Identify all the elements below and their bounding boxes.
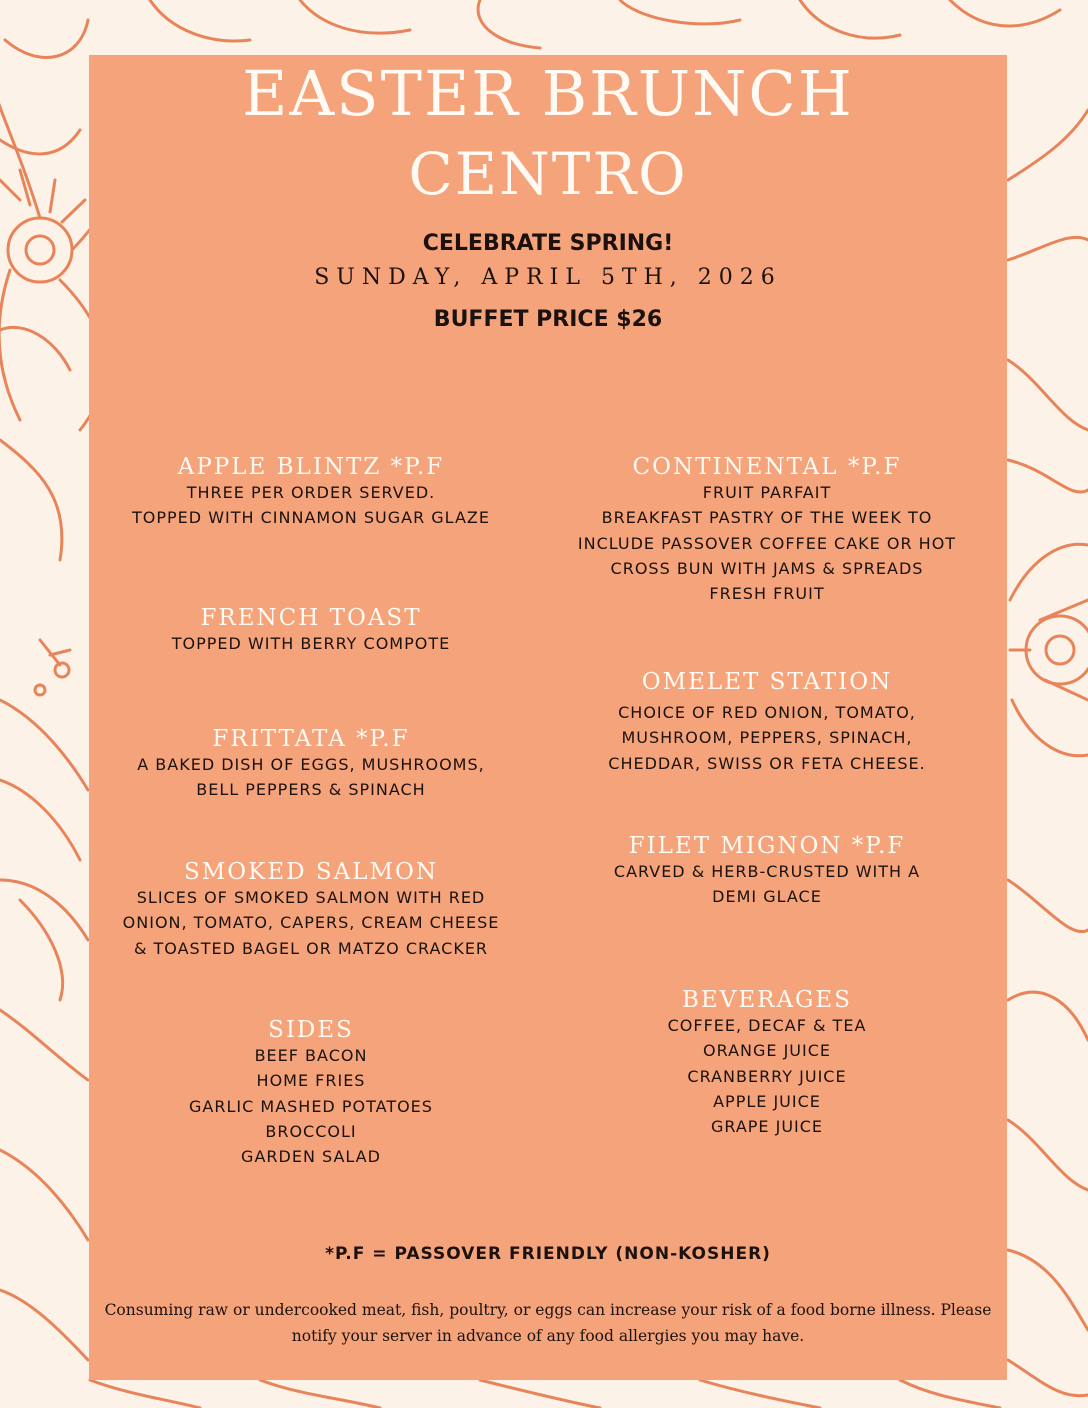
section-line: FRUIT PARFAIT [702,483,832,502]
section-line: ORANGE JUICE [703,1041,831,1061]
section-line: HOME FRIES [256,1071,366,1091]
section-line: CHEDDAR, SWISS OR FETA CHEESE. [608,753,926,773]
section-heading: SMOKED SALMON [183,859,439,885]
event-date: SUNDAY, APRIL 5TH, 2026 [314,265,782,290]
section-line: CRANBERRY JUICE [687,1066,847,1086]
buffet-price: BUFFET PRICE $26 [433,307,663,332]
section-line: COFFEE, DECAF & TEA [667,1016,867,1035]
menu-panel [89,55,1007,1380]
section-line: ONION, TOMATO, CAPERS, CREAM CHEESE [122,913,500,933]
section-heading: BEVERAGES [682,987,852,1013]
section-line: BREAKFAST PASTRY OF THE WEEK TO [601,508,933,528]
section-line: THREE PER ORDER SERVED. [186,483,436,502]
section-line: BROCCOLI [265,1121,357,1141]
section-heading: FRITTATA *P.F [212,726,410,752]
passover-friendly-note: *P.F = PASSOVER FRIENDLY (NON-KOSHER) [325,1244,771,1264]
menu-section [101,726,521,803]
section-line: APPLE JUICE [713,1091,821,1111]
section-heading: OMELET STATION [641,669,893,695]
menu-section [101,859,521,961]
menu-section [542,454,992,606]
section-line: INCLUDE PASSOVER COFFEE CAKE OR HOT [577,533,957,553]
section-line: BEEF BACON [254,1046,368,1065]
section-heading: SIDES [268,1017,354,1043]
menu-section [542,987,992,1139]
menu-section [101,1017,521,1169]
restaurant-name: CENTRO [408,140,688,208]
flower-top-decoration [150,0,1060,48]
section-line: CARVED & HERB-CRUSTED WITH A [613,862,921,881]
section-line: GARLIC MASHED POTATOES [189,1096,433,1116]
menu-section [101,605,521,656]
section-line: SLICES OF SMOKED SALMON WITH RED [136,888,486,907]
section-line: A BAKED DISH OF EGGS, MUSHROOMS, [137,755,485,774]
section-heading: FILET MIGNON *P.F [628,833,906,859]
menu-section [101,454,521,531]
section-line: CHOICE OF RED ONION, TOMATO, [618,703,916,722]
section-heading: CONTINENTAL *P.F [632,454,902,480]
menu-section [542,669,992,776]
flower-bottom-decoration [90,1380,1000,1408]
flower-left-decoration [0,640,88,1360]
section-line: & TOASTED BAGEL OR MATZO CRACKER [133,938,489,958]
section-line: BELL PEPPERS & SPINACH [196,780,426,800]
section-heading: FRENCH TOAST [200,605,422,631]
menu-title: EASTER BRUNCH [242,57,854,130]
subtitle: CELEBRATE SPRING! [422,231,674,256]
section-line: FRESH FRUIT [709,584,825,604]
section-line: DEMI GLACE [712,887,822,907]
food-safety-disclaimer: Consuming raw or undercooked meat, fish, poultry, or eggs can increase your risk of a food borne illness. Please notify your server in advance of any food allergies you may have. [104,1301,992,1345]
flower-right-decoration [1008,110,1088,1396]
section-line: MUSHROOM, PEPPERS, SPINACH, [621,728,913,748]
section-line: GARDEN SALAD [241,1147,381,1167]
section-line: GRAPE JUICE [710,1117,824,1137]
menu-section [542,833,992,910]
section-line: TOPPED WITH CINNAMON SUGAR GLAZE [132,508,490,528]
section-heading: APPLE BLINTZ *P.F [177,454,445,480]
section-line: CROSS BUN WITH JAMS & SPREADS [610,558,924,578]
section-line: TOPPED WITH BERRY COMPOTE [171,634,451,653]
